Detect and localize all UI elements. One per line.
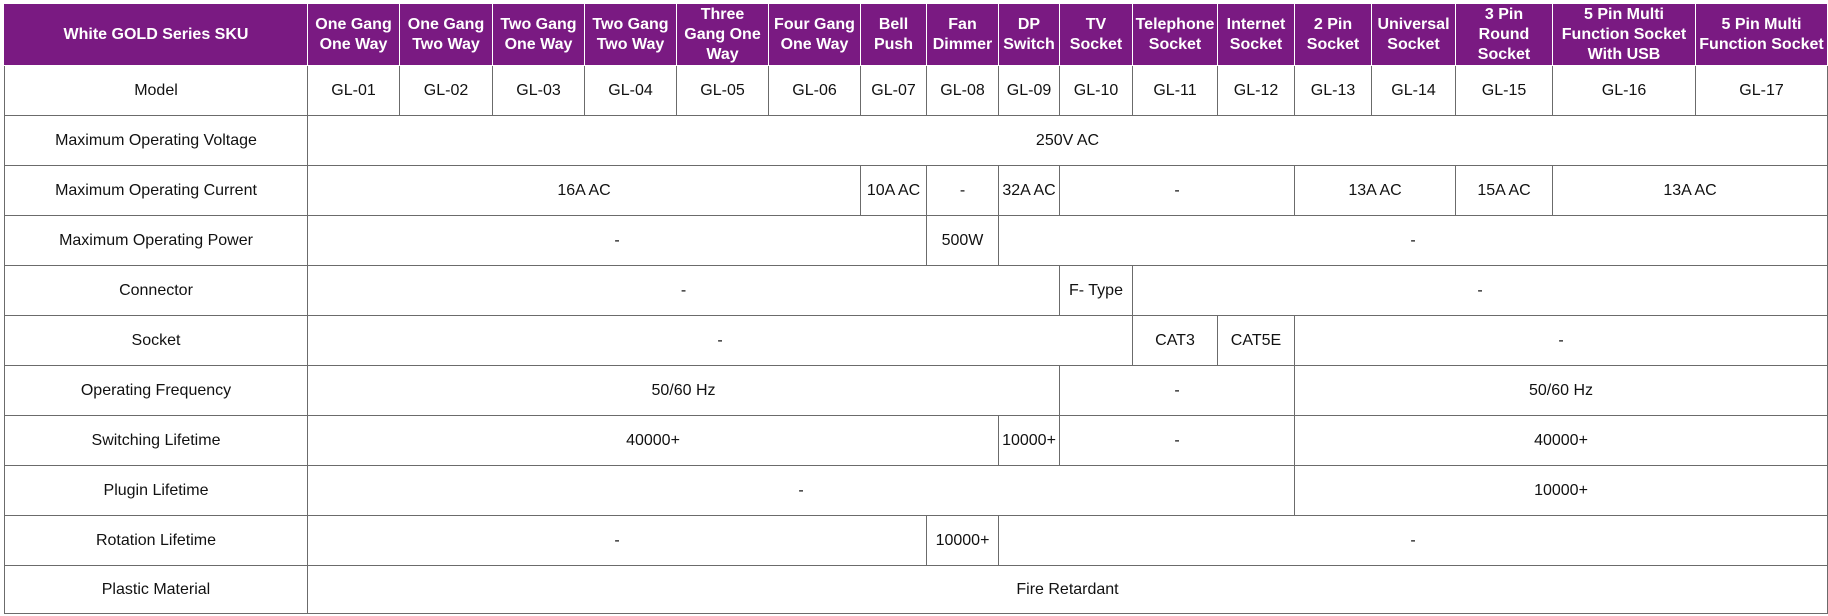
spec-cell: 40000+ — [308, 416, 999, 466]
row-label: Maximum Operating Power — [5, 216, 308, 266]
header-product: One Gang Two Way — [400, 5, 493, 66]
spec-cell: GL-01 — [308, 66, 400, 116]
spec-cell: Fire Retardant — [308, 566, 1828, 614]
row-label: Plugin Lifetime — [5, 466, 308, 516]
spec-cell: 10000+ — [927, 516, 999, 566]
row-label: Maximum Operating Voltage — [5, 116, 308, 166]
row-label: Rotation Lifetime — [5, 516, 308, 566]
row-label: Switching Lifetime — [5, 416, 308, 466]
spec-cell: - — [1060, 416, 1295, 466]
header-product: Four Gang One Way — [769, 5, 861, 66]
spec-cell: GL-09 — [999, 66, 1060, 116]
spec-cell: - — [308, 266, 1060, 316]
spec-cell: - — [1060, 166, 1295, 216]
header-product: Telephone Socket — [1133, 5, 1218, 66]
spec-cell: GL-15 — [1456, 66, 1553, 116]
spec-row — [5, 366, 1828, 416]
header-product: Three Gang One Way — [677, 5, 769, 66]
row-label: Operating Frequency — [5, 366, 308, 416]
spec-cell: GL-17 — [1696, 66, 1828, 116]
row-label: Socket — [5, 316, 308, 366]
spec-cell: 13A AC — [1295, 166, 1456, 216]
spec-row — [5, 266, 1828, 316]
row-label: Connector — [5, 266, 308, 316]
spec-cell: - — [999, 516, 1828, 566]
row-label: Maximum Operating Current — [5, 166, 308, 216]
spec-cell: - — [1060, 366, 1295, 416]
spec-cell: GL-07 — [861, 66, 927, 116]
spec-row — [5, 116, 1828, 166]
spec-cell: GL-12 — [1218, 66, 1295, 116]
spec-cell: - — [927, 166, 999, 216]
spec-cell: - — [308, 316, 1133, 366]
header-product: 3 Pin Round Socket — [1456, 5, 1553, 66]
spec-cell: GL-10 — [1060, 66, 1133, 116]
header-product: TV Socket — [1060, 5, 1133, 66]
spec-cell: 15A AC — [1456, 166, 1553, 216]
row-label: Plastic Material — [5, 566, 308, 614]
spec-row — [5, 566, 1828, 614]
spec-cell: 10000+ — [1295, 466, 1828, 516]
spec-cell: GL-06 — [769, 66, 861, 116]
header-product: Internet Socket — [1218, 5, 1295, 66]
spec-cell: CAT5E — [1218, 316, 1295, 366]
spec-cell: GL-13 — [1295, 66, 1372, 116]
table-body — [5, 66, 1828, 614]
spec-cell: GL-16 — [1553, 66, 1696, 116]
header-product: 5 Pin Multi Function Socket — [1696, 5, 1828, 66]
spec-cell: GL-02 — [400, 66, 493, 116]
spec-table — [4, 4, 1828, 614]
spec-cell: CAT3 — [1133, 316, 1218, 366]
spec-cell: GL-14 — [1372, 66, 1456, 116]
header-product: Bell Push — [861, 5, 927, 66]
spec-cell: GL-04 — [585, 66, 677, 116]
spec-cell: 500W — [927, 216, 999, 266]
header-product: Two Gang One Way — [493, 5, 585, 66]
spec-row — [5, 416, 1828, 466]
spec-row — [5, 516, 1828, 566]
header-product: 2 Pin Socket — [1295, 5, 1372, 66]
spec-cell: - — [999, 216, 1828, 266]
spec-cell: 50/60 Hz — [1295, 366, 1828, 416]
spec-cell: 13A AC — [1553, 166, 1828, 216]
spec-row — [5, 466, 1828, 516]
spec-cell: F- Type — [1060, 266, 1133, 316]
spec-cell: GL-03 — [493, 66, 585, 116]
header-corner: White GOLD Series SKU — [5, 5, 308, 66]
spec-cell: - — [308, 516, 927, 566]
spec-cell: - — [308, 216, 927, 266]
header-product: Universal Socket — [1372, 5, 1456, 66]
spec-cell: 10A AC — [861, 166, 927, 216]
header-product: DP Switch — [999, 5, 1060, 66]
spec-cell: - — [308, 466, 1295, 516]
spec-cell: 10000+ — [999, 416, 1060, 466]
spec-row — [5, 166, 1828, 216]
header-product: One Gang One Way — [308, 5, 400, 66]
spec-row — [5, 216, 1828, 266]
spec-row — [5, 66, 1828, 116]
spec-cell: - — [1295, 316, 1828, 366]
header-product: 5 Pin Multi Function Socket With USB — [1553, 5, 1696, 66]
spec-cell: 250V AC — [308, 116, 1828, 166]
spec-cell: 32A AC — [999, 166, 1060, 216]
spec-cell: GL-11 — [1133, 66, 1218, 116]
spec-cell: 50/60 Hz — [308, 366, 1060, 416]
header-product: Two Gang Two Way — [585, 5, 677, 66]
spec-cell: 40000+ — [1295, 416, 1828, 466]
row-label: Model — [5, 66, 308, 116]
spec-row — [5, 316, 1828, 366]
spec-cell: - — [1133, 266, 1828, 316]
header-row — [5, 5, 1828, 66]
header-product: Fan Dimmer — [927, 5, 999, 66]
spec-cell: GL-05 — [677, 66, 769, 116]
spec-cell: 16A AC — [308, 166, 861, 216]
spec-cell: GL-08 — [927, 66, 999, 116]
